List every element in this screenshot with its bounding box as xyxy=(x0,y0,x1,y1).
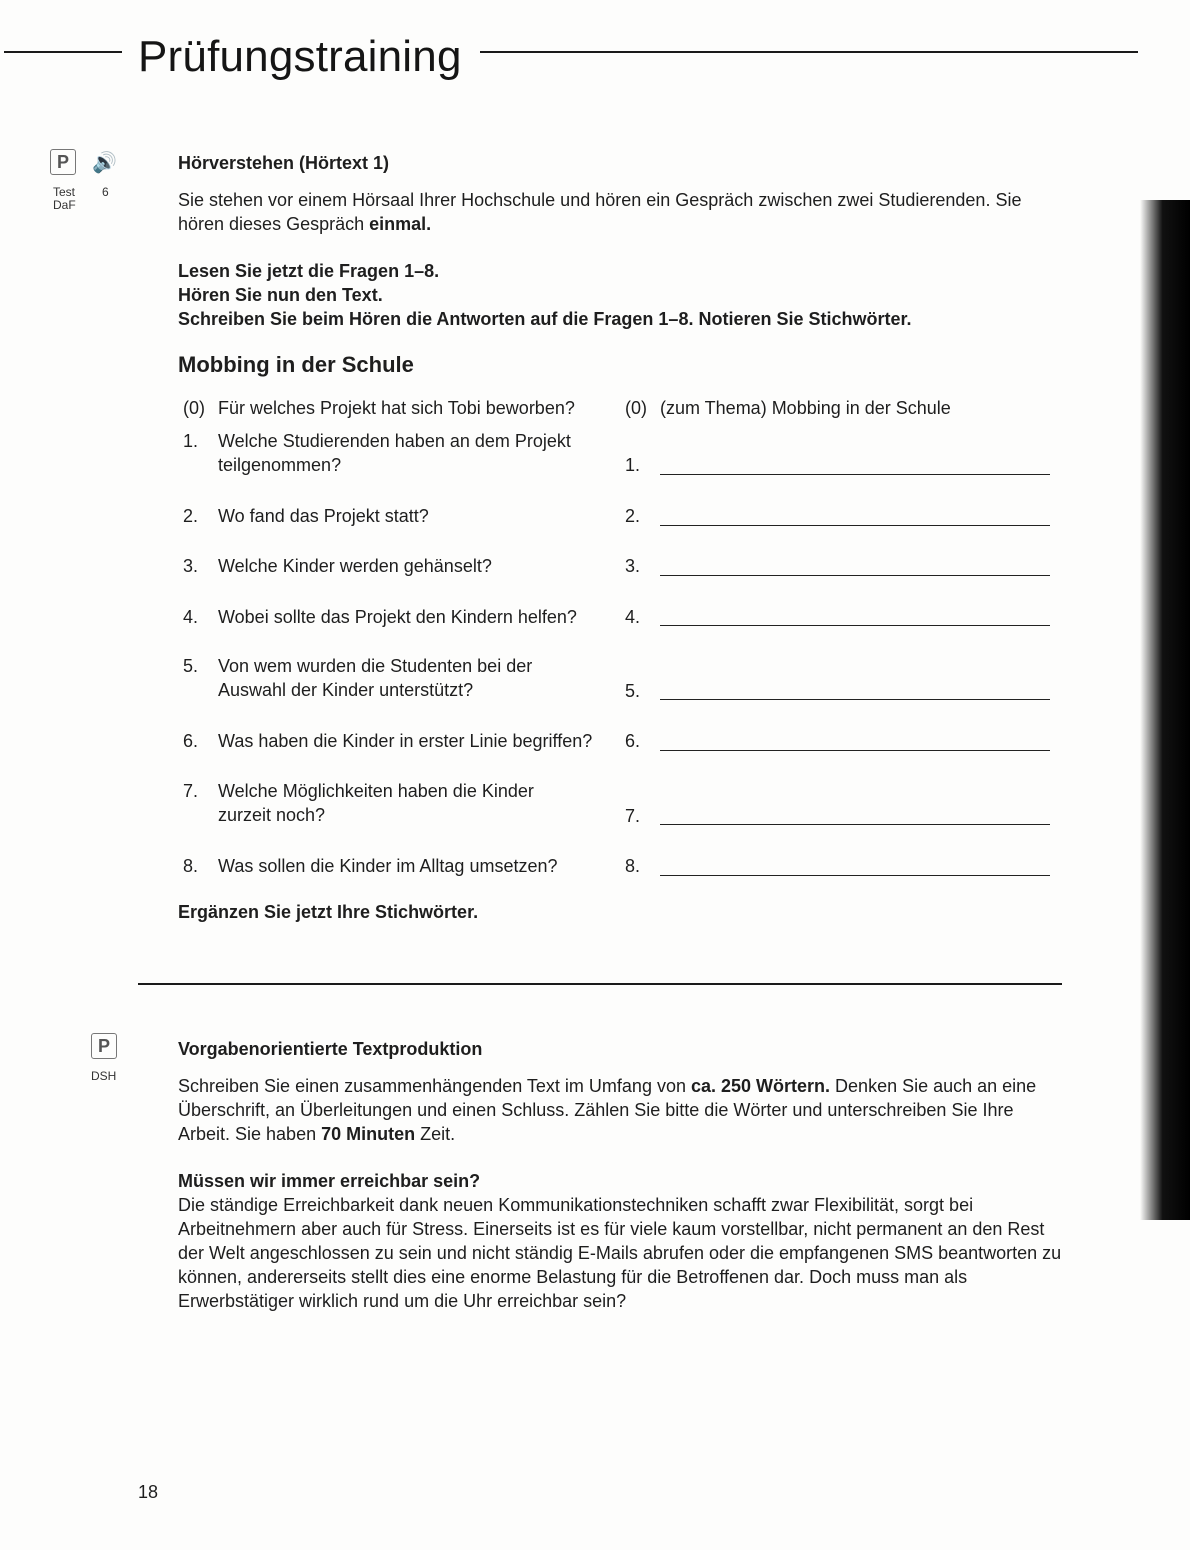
intro-text: Sie stehen vor einem Hörsaal Ihrer Hochschule und hören ein Gespräch zwischen zwei Studierenden. Sie hören dieses Gespräch xyxy=(178,190,1022,234)
intro-bold-words: ca. 250 Wörtern. xyxy=(690,1076,831,1096)
question-text: Welche Möglichkeiten haben die Kinder zurzeit noch? xyxy=(218,781,534,825)
section-divider xyxy=(138,983,1062,985)
prompt-title: Müssen wir immer erreichbar sein? xyxy=(178,1171,481,1191)
answer-line[interactable] xyxy=(660,875,1050,876)
answer-line[interactable] xyxy=(660,824,1050,825)
answer-number: 4. xyxy=(625,607,641,627)
topic-title: Mobbing in der Schule xyxy=(178,352,414,377)
answer-number: 2. xyxy=(625,506,641,526)
question-text: Welche Kinder werden gehänselt? xyxy=(218,556,492,576)
answer-line[interactable] xyxy=(660,750,1050,751)
answer-line[interactable] xyxy=(660,625,1050,626)
instruction-3: Schreiben Sie beim Hören die Antworten auf die Fragen 1–8. Notieren Sie Stichwörter. xyxy=(178,309,912,329)
header-rule-right xyxy=(480,51,1138,53)
p-icon: P xyxy=(50,149,76,175)
prompt-text: Die ständige Erreichbarkeit dank neuen Kommunikationstechniken schafft zwar Flexibilität, sorgt bei Arbeitnehmern aber auch für Stress. Einerseits ist es für viele kaum vorstellbar, nicht permanent an den Rest der Welt angeschlossen zu sein und nicht ständig E-Mails abrufen oder die empfangenen SMS beantworten zu können, andererseits stellt dies eine enorme Belastung für die Betroffenen dar. Doch muss man als Erwerbstätiger wirklich rund um die Uhr erreichbar sein? xyxy=(178,1195,1062,1311)
section-heading-writing: Vorgabenorientierte Textproduktion xyxy=(178,1039,483,1059)
question-text: Von wem wurden die Studenten bei der Auswahl der Kinder unterstützt? xyxy=(218,656,533,700)
question-number: 1. xyxy=(183,431,199,451)
question-number: (0) xyxy=(183,398,205,418)
question-text: Welche Studierenden haben an dem Projekt teilgenommen? xyxy=(218,431,571,475)
closing-instruction: Ergänzen Sie jetzt Ihre Stichwörter. xyxy=(178,902,479,922)
question-text: Für welches Projekt hat sich Tobi beworben? xyxy=(218,398,575,418)
writing-intro xyxy=(178,1074,1058,1146)
track-number: 6 xyxy=(102,185,109,199)
question-number: 8. xyxy=(183,856,199,876)
question-text: Wobei sollte das Projekt den Kindern helfen? xyxy=(218,607,577,627)
intro-bold-minutes: 70 Minuten xyxy=(321,1124,416,1144)
answer-example: (zum Thema) Mobbing in der Schule xyxy=(660,398,951,418)
answer-line[interactable] xyxy=(660,575,1050,576)
question-number: 6. xyxy=(183,731,199,751)
intro-text-a: Schreiben Sie einen zusammenhängenden Text im Umfang von xyxy=(178,1076,691,1096)
answer-line[interactable] xyxy=(660,699,1050,700)
instruction-2: Hören Sie nun den Text. xyxy=(178,285,383,305)
scan-edge-shadow xyxy=(1140,200,1190,1220)
answer-number: (0) xyxy=(625,398,647,418)
p-icon: P xyxy=(91,1033,117,1059)
question-number: 4. xyxy=(183,607,199,627)
answer-number: 1. xyxy=(625,455,641,475)
question-text: Was haben die Kinder in erster Linie begriffen? xyxy=(218,731,593,751)
answer-line[interactable] xyxy=(660,525,1050,526)
page-title: Prüfungstraining xyxy=(138,32,462,81)
question-number: 3. xyxy=(183,556,199,576)
answer-line[interactable] xyxy=(660,474,1050,475)
header-rule-left xyxy=(4,51,122,53)
answer-number: 3. xyxy=(625,556,641,576)
answer-number: 6. xyxy=(625,731,641,751)
dsh-label: DSH xyxy=(91,1069,117,1083)
intro-text-e: Zeit. xyxy=(415,1124,456,1144)
answer-number: 7. xyxy=(625,806,641,826)
listening-intro xyxy=(178,188,1058,236)
answer-number: 5. xyxy=(625,681,641,701)
question-text: Wo fand das Projekt statt? xyxy=(218,506,429,526)
question-number: 5. xyxy=(183,656,199,676)
question-number: 2. xyxy=(183,506,199,526)
test-daf-label: Test DaF xyxy=(53,185,76,212)
answer-number: 8. xyxy=(625,856,641,876)
intro-text-c: Denken Sie auch an eine Überschrift, an Überleitungen und einen Schluss. Zählen Sie bitte die Wörter und unterschreiben Sie Ihre Arbeit. Sie haben xyxy=(178,1076,1037,1144)
speaker-icon: 🔊 xyxy=(92,152,117,174)
question-text: Was sollen die Kinder im Alltag umsetzen? xyxy=(218,856,558,876)
instruction-1: Lesen Sie jetzt die Fragen 1–8. xyxy=(178,261,440,281)
question-number: 7. xyxy=(183,781,199,801)
section-heading-listening: Hörverstehen (Hörtext 1) xyxy=(178,153,390,173)
intro-bold: einmal. xyxy=(369,214,432,234)
page-number: 18 xyxy=(138,1482,159,1502)
